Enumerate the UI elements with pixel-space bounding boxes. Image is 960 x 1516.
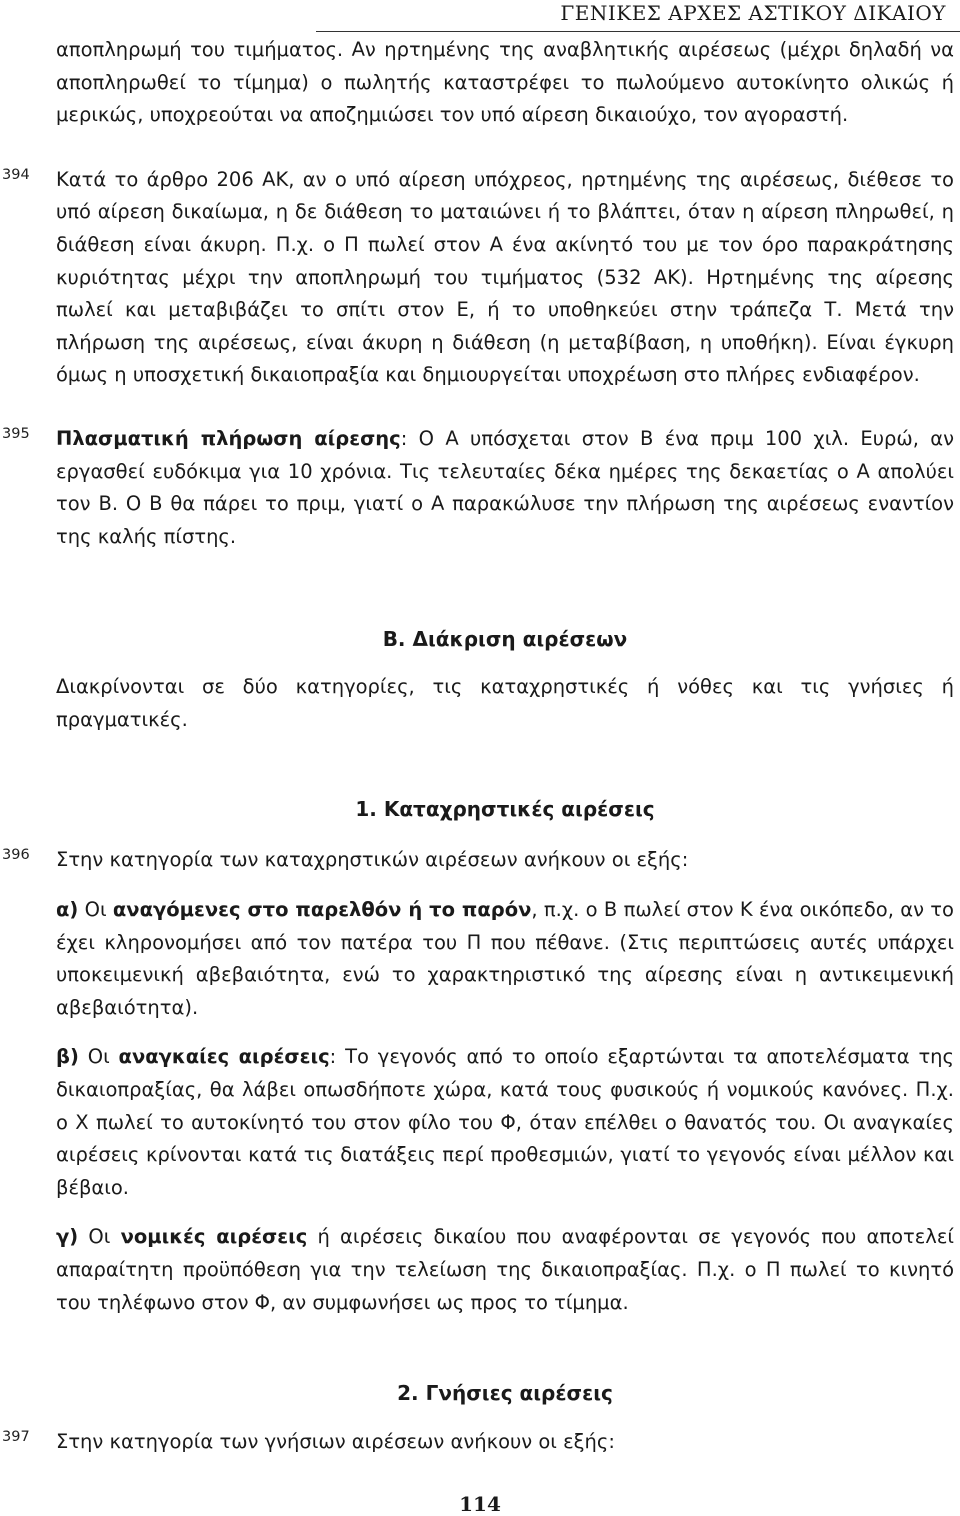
item-label: α) — [56, 898, 79, 922]
item-connector: Οι — [78, 1225, 121, 1249]
paragraph-397 — [2, 1426, 954, 1459]
paragraph-text: , π.χ. ο Β πωλεί στον Κ ένα οικόπεδο, αν το έχει κληρονομήσει από τον πατέρα του Π που πέθανε. (Στις περιπτώσεις αυτές υπάρχει υποκειμενική αβεβαιότητα, ενώ το χαρακτηριστικό της αίρεσης είναι η αντικειμενική αβεβαιότητα). — [56, 898, 954, 1019]
paragraph-395 — [2, 423, 955, 553]
paragraph-text: Διακρίνονται σε δύο κατηγορίες, τις καταχρηστικές ή νόθες και τις γνήσιες ή πραγματικές. — [56, 675, 954, 731]
paragraph-text: Κατά το άρθρο 206 ΑΚ, αν ο υπό αίρεση υπόχρεος, ηρτημένης της αιρέσεως, διέθεσε το υπό αίρεση δικαίωμα, η δε διάθεση το ματαιώνει ή το βλάπτει, όταν η αίρεση πληρωθεί, η διάθεση είναι άκυρη. Π.χ. ο Π πωλεί στον Α ένα ακίνητό του με τον όρο παρακράτησης κυριότητας μέχρι την αποπληρωμή του τιμήματος (532 ΑΚ). Ηρτημένης της αίρεσης πωλεί και μεταβιβάζει το σπίτι στον Ε, ή το υποθηκεύει στην τράπεζα Τ. Μετά την πλήρωση της αιρέσεως, είναι άκυρη η διάθεση (η μεταβίβαση, η υποθήκη). Είναι έγκυρη όμως η υποσχετική δικαιοπραξία και δημιουργείται υποχρέωση στο πλήρες ενδιαφέρον. — [56, 167, 954, 387]
paragraph-text: : Ο Α υπόσχεται στον Β ένα πριμ 100 χιλ. Ευρώ, αν εργασθεί ευδόκιμα για 10 χρόνια. Τις τελευταίες δέκα ημέρες της δεκαετίας ο Α απολύει τον Β. Ο Β θα πάρει το πριμ, γιατί ο Α παρακώλυσε την πλήρωση της αιρέσεως εναντίον της καλής πίστης. — [56, 426, 955, 548]
bold-term: αναγόμενες στο παρελθόν ή το παρόν — [112, 898, 532, 922]
section-heading-1: 1. Καταχρηστικές αιρέσεις — [355, 796, 655, 821]
item-label: β) — [56, 1045, 79, 1069]
intro-text: αποπληρωμή του τιμήματος. Αν ηρτημένης της αναβλητικής αιρέσεως (μέχρι δηλαδή να αποπληρωθεί το τίμημα) ο πωλητής καταστρέφει το πωλούμενο αυτοκίνητο ολικώς ή μερικώς, υποχρεούται να αποζημιώσει τον υπό αίρεση δικαιούχο, τον αγοραστή. — [56, 38, 954, 127]
item-connector: Οι — [78, 898, 113, 922]
paragraph-394 — [2, 164, 954, 392]
paragraph-number: 396 — [2, 846, 30, 863]
paragraph-396 — [2, 844, 954, 877]
paragraph-text: Στην κατηγορία των καταχρηστικών αιρέσεων ανήκουν οι εξής: — [56, 847, 689, 871]
section-b-intro — [56, 671, 954, 736]
paragraph-number: 397 — [2, 1429, 30, 1446]
paragraph-text: ή αιρέσεις δικαίου που αναφέρονται σε γεγονός που αποτελεί απαραίτητη προϋπόθεση για την τελείωση της δικαιοπραξίας. Π.χ. ο Π πωλεί το κινητό του τηλέφωνο στον Φ, αν συμφωνήσει ως προς το τίμημα. — [56, 1225, 954, 1314]
item-alpha — [56, 894, 954, 1024]
section-heading-b: Β. Διάκριση αιρέσεων — [382, 627, 628, 652]
page-number: 114 — [459, 1492, 501, 1516]
item-beta — [56, 1041, 954, 1204]
paragraph-number: 395 — [2, 425, 30, 442]
paragraph-text: : Το γεγονός από το οποίο εξαρτώνται τα αποτελέσματα της δικαιοπραξίας, θα λάβει οπωσδήποτε χώρα, κατά τους φυσικούς ή νομικούς κανόνες. Π.χ. ο Χ πωλεί το αυτοκίνητό του στον φίλο του Φ, όταν επέλθει ο θανατός του. Οι αναγκαίες αιρέσεις κρίνονται κατά τις διατάξεις περί προθεσμιών, γιατί το γεγονός είναι μέλλον και βέβαιο. — [56, 1045, 954, 1199]
bold-term: Πλασματική πλήρωση αίρεσης — [56, 426, 401, 450]
bold-term: αναγκαίες αιρέσεις — [118, 1045, 330, 1069]
running-header: ΓΕΝΙΚΕΣ ΑΡΧΕΣ ΑΣΤΙΚΟΥ ΔΙΚΑΙΟΥ — [316, 0, 960, 32]
section-heading-2: 2. Γνήσιες αιρέσεις — [397, 1381, 613, 1406]
item-gamma — [56, 1221, 954, 1319]
intro-paragraph — [56, 34, 954, 132]
paragraph-number: 394 — [2, 166, 30, 183]
item-connector: Οι — [78, 1045, 119, 1069]
item-label: γ) — [56, 1225, 79, 1249]
paragraph-text: Στην κατηγορία των γνήσιων αιρέσεων ανήκουν οι εξής: — [56, 1430, 615, 1454]
bold-term: νομικές αιρέσεις — [120, 1225, 308, 1249]
page-body — [2, 34, 955, 1459]
